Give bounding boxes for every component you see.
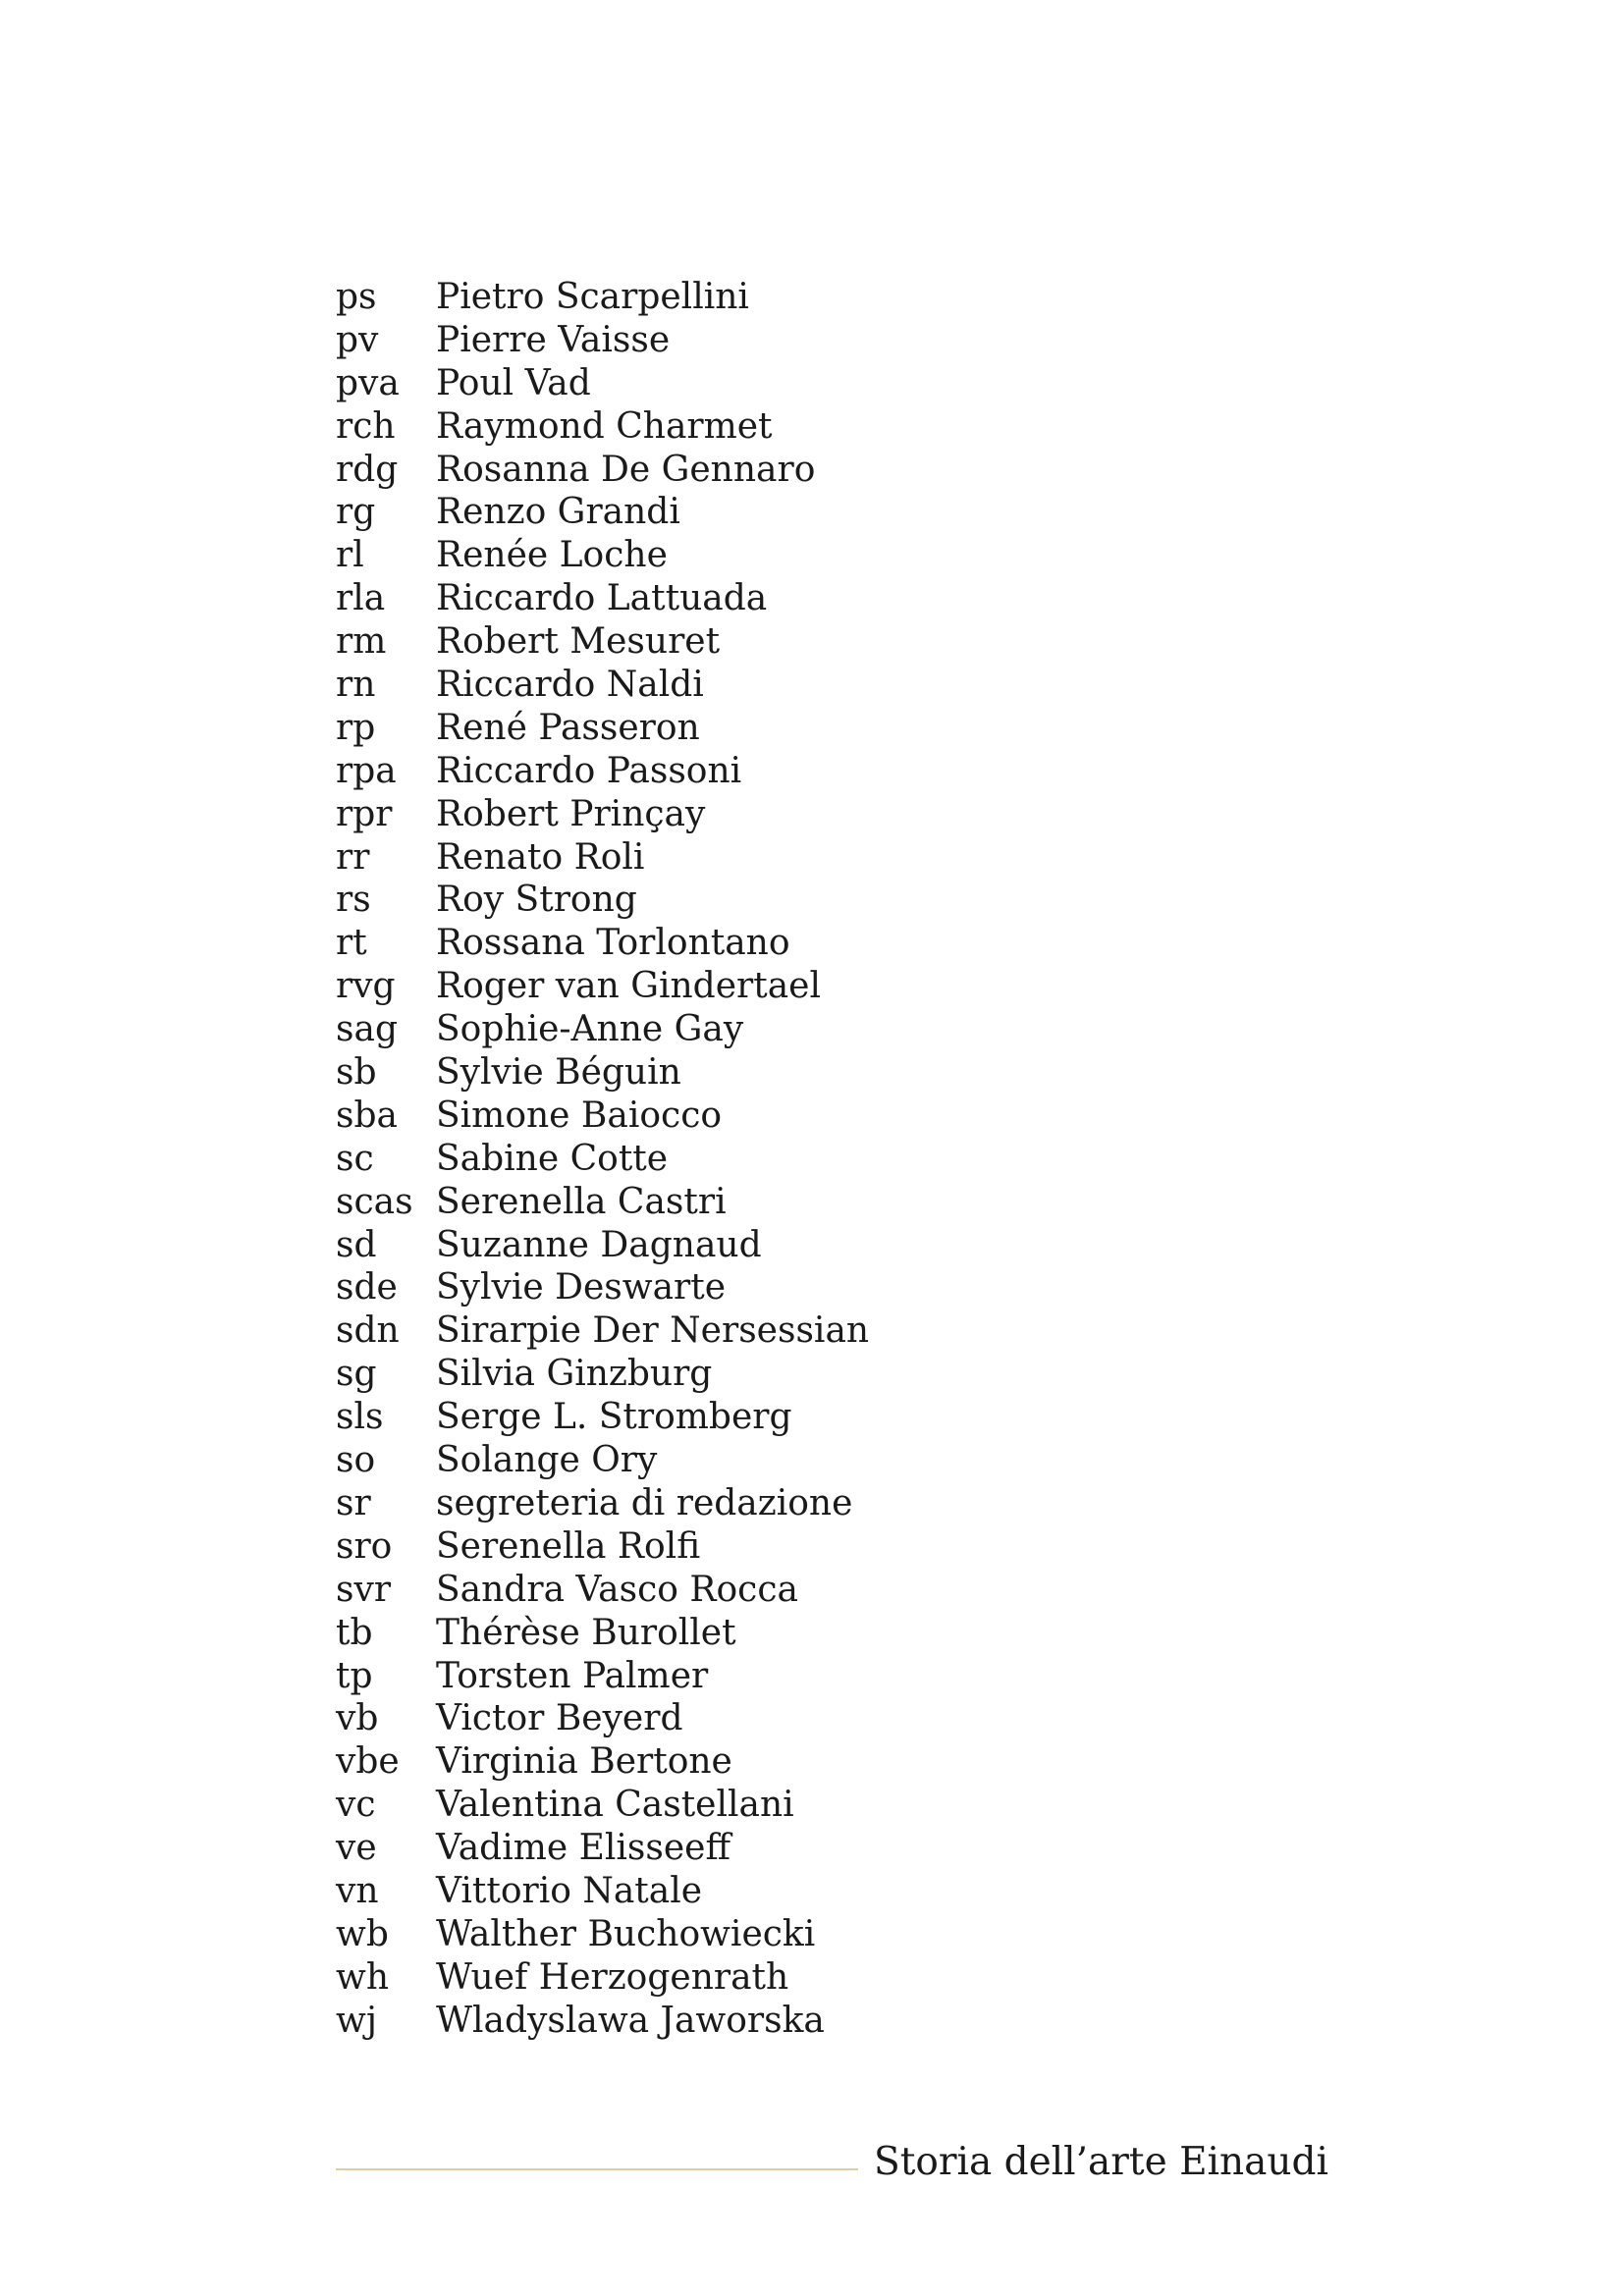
author-name: Wladyslawa Jaworska: [436, 2000, 825, 2041]
author-name: Riccardo Passoni: [436, 750, 742, 791]
author-abbreviation: sdn: [336, 1310, 400, 1352]
author-name: Robert Mesuret: [436, 621, 721, 663]
author-row: [336, 1138, 869, 1181]
author-row: [336, 750, 869, 793]
author-row: [336, 534, 869, 577]
author-abbreviation: sde: [336, 1267, 398, 1308]
author-abbreviation: rr: [336, 836, 370, 878]
author-abbreviation: rpr: [336, 793, 393, 834]
author-row: [336, 1784, 869, 1827]
author-row: [336, 1697, 869, 1740]
author-row: [336, 577, 869, 620]
author-row: [336, 2000, 869, 2043]
author-name: Serenella Castri: [436, 1181, 727, 1222]
author-name: René Passeron: [436, 707, 700, 748]
author-name: Riccardo Naldi: [436, 665, 704, 706]
author-abbreviation: wh: [336, 1956, 389, 1998]
author-abbreviation: rn: [336, 665, 376, 706]
author-row: [336, 1870, 869, 1913]
author-row: [336, 276, 869, 319]
author-row: [336, 922, 869, 965]
author-abbreviation: rg: [336, 492, 376, 533]
author-abbreviation: ve: [336, 1828, 377, 1869]
author-abbreviation: sba: [336, 1095, 398, 1136]
author-name: Valentina Castellani: [436, 1785, 794, 1826]
author-row: [336, 965, 869, 1008]
author-abbreviation: wj: [336, 2000, 377, 2041]
author-name: Riccardo Lattuada: [436, 578, 768, 619]
author-abbreviation: sg: [336, 1354, 377, 1395]
author-name: Rossana Torlontano: [436, 923, 790, 964]
author-row: [336, 1439, 869, 1482]
author-abbreviation: rch: [336, 405, 396, 447]
author-name: Torsten Palmer: [436, 1655, 709, 1696]
author-abbreviation: sro: [336, 1525, 393, 1567]
author-name: Roger van Gindertael: [436, 966, 821, 1007]
author-row: [336, 405, 869, 449]
author-abbreviation: scas: [336, 1181, 413, 1222]
author-abbreviation: rt: [336, 923, 367, 964]
author-name: Renato Roli: [436, 836, 645, 878]
author-abbreviation: rpa: [336, 750, 397, 791]
author-name: Serge L. Stromberg: [436, 1397, 792, 1438]
author-abbreviation: rvg: [336, 966, 396, 1007]
author-row: [336, 1309, 869, 1353]
author-name: Walther Buchowiecki: [436, 1913, 816, 1954]
author-abbreviation: rs: [336, 880, 371, 921]
author-abbreviation: pva: [336, 362, 400, 403]
author-name: Raymond Charmet: [436, 405, 773, 447]
author-row: [336, 449, 869, 492]
author-row: [336, 1353, 869, 1396]
author-row: [336, 1913, 869, 1956]
author-row: [336, 1655, 869, 1698]
author-abbreviation: tp: [336, 1655, 373, 1696]
author-name: segreteria di redazione: [436, 1482, 853, 1523]
author-abbreviation: rla: [336, 578, 386, 619]
author-name: Roy Strong: [436, 880, 637, 921]
author-row: [336, 707, 869, 750]
author-row: [336, 1482, 869, 1525]
author-abbreviation: pv: [336, 319, 379, 360]
author-name: Wuef Herzogenrath: [436, 1956, 789, 1998]
author-row: [336, 1525, 869, 1569]
author-name: Renzo Grandi: [436, 492, 680, 533]
author-abbreviation: rl: [336, 535, 364, 576]
author-name: Rosanna De Gennaro: [436, 449, 816, 490]
author-abbreviation: vb: [336, 1698, 379, 1739]
author-name: Vadime Elisseeff: [436, 1828, 731, 1869]
author-row: [336, 1008, 869, 1051]
footer-title: Storia dell’arte Einaudi: [874, 2140, 1328, 2184]
author-abbreviation: vn: [336, 1870, 379, 1911]
author-row: [336, 1827, 869, 1870]
author-row: [336, 319, 869, 362]
author-abbreviation: wb: [336, 1913, 389, 1954]
author-name: Suzanne Dagnaud: [436, 1224, 762, 1265]
author-row: [336, 793, 869, 836]
author-name: Solange Ory: [436, 1440, 658, 1481]
author-row: [336, 1740, 869, 1784]
author-row: [336, 491, 869, 534]
author-row: [336, 1051, 869, 1095]
author-name: Silvia Ginzburg: [436, 1354, 713, 1395]
author-name: Sophie-Anne Gay: [436, 1009, 744, 1050]
author-row: [336, 1956, 869, 2000]
author-name: Sylvie Béguin: [436, 1052, 681, 1094]
author-name: Simone Baiocco: [436, 1095, 723, 1136]
footer-rule: [336, 2168, 858, 2170]
author-name: Victor Beyerd: [436, 1698, 683, 1739]
author-abbreviation: vbe: [336, 1741, 400, 1783]
author-name: Vittorio Natale: [436, 1870, 703, 1911]
author-name: Pierre Vaisse: [436, 319, 671, 360]
author-abbreviation: sb: [336, 1052, 377, 1094]
author-abbreviation: svr: [336, 1569, 392, 1610]
author-abbreviation: sr: [336, 1482, 371, 1523]
author-abbreviation: rp: [336, 707, 376, 748]
author-row: [336, 1266, 869, 1309]
author-row: [336, 1224, 869, 1267]
author-abbreviation: rdg: [336, 449, 399, 490]
author-name: Sirarpie Der Nersessian: [436, 1310, 870, 1352]
author-abbreviation: so: [336, 1440, 376, 1481]
author-row: [336, 620, 869, 664]
author-row: [336, 1569, 869, 1612]
author-abbreviation: ps: [336, 277, 377, 317]
author-name: Pietro Scarpellini: [436, 277, 749, 317]
author-abbreviation: sc: [336, 1138, 374, 1179]
author-name: Robert Prinçay: [436, 793, 706, 834]
author-row: [336, 836, 869, 880]
author-name: Serenella Rolfi: [436, 1525, 701, 1567]
author-row: [336, 664, 869, 707]
author-row: [336, 1396, 869, 1439]
author-name: Sylvie Deswarte: [436, 1267, 727, 1308]
author-abbreviation: sag: [336, 1009, 398, 1050]
author-row: [336, 879, 869, 922]
author-name: Thérèse Burollet: [436, 1612, 736, 1653]
author-abbreviation: sls: [336, 1397, 384, 1438]
author-name: Sabine Cotte: [436, 1138, 669, 1179]
author-row: [336, 1095, 869, 1138]
author-abbreviation: vc: [336, 1785, 376, 1826]
author-row: [336, 1612, 869, 1655]
author-abbreviation: sd: [336, 1224, 377, 1265]
author-row: [336, 362, 869, 405]
author-list: [336, 276, 869, 2043]
author-row: [336, 1181, 869, 1224]
author-name: Poul Vad: [436, 362, 591, 403]
author-name: Virginia Bertone: [436, 1741, 732, 1783]
author-abbreviation: rm: [336, 621, 387, 663]
author-abbreviation: tb: [336, 1612, 373, 1653]
author-name: Sandra Vasco Rocca: [436, 1569, 798, 1610]
author-name: Renée Loche: [436, 535, 668, 576]
